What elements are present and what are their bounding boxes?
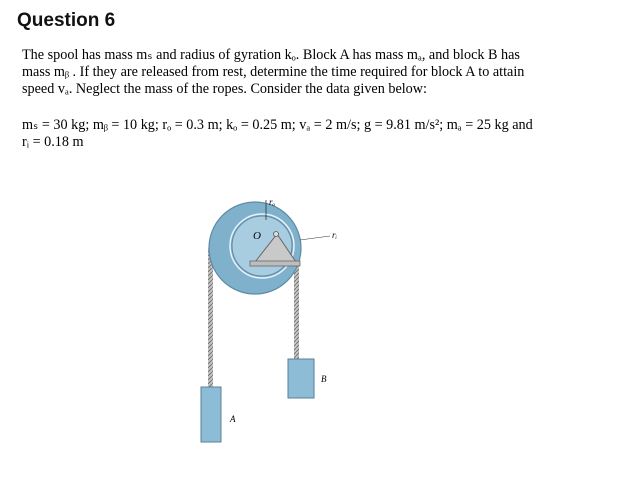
label-block-a: A (230, 414, 236, 424)
label-inner-radius: rᵢ (332, 230, 337, 240)
problem-line-2: mass mᵦ . If they are released from rest, determine the time required for block A to attain (22, 64, 525, 80)
block-a (201, 387, 221, 442)
given-data-line-1: mₛ = 30 kg; mᵦ = 10 kg; rₒ = 0.3 m; kₒ = 0.25 m; vₐ = 2 m/s; g = 9.81 m/s²; mₐ = 25 kg and (22, 117, 533, 133)
axle-pin (274, 232, 279, 237)
label-block-b: B (321, 374, 327, 384)
inner-radius-line (300, 236, 330, 240)
question-title: Question 6 (17, 10, 116, 31)
label-center-o: O (253, 230, 261, 242)
rope-a (208, 248, 213, 388)
given-data-line-2: rᵢ = 0.18 m (22, 134, 84, 150)
problem-line-1: The spool has mass mₛ and radius of gyration kₒ. Block A has mass mₐ, and block B has (22, 47, 520, 63)
problem-line-3: speed vₐ. Neglect the mass of the ropes. Consider the data given below: (22, 81, 427, 97)
block-b (288, 359, 314, 398)
label-outer-radius: rₒ (269, 197, 276, 207)
support-base (250, 261, 300, 266)
